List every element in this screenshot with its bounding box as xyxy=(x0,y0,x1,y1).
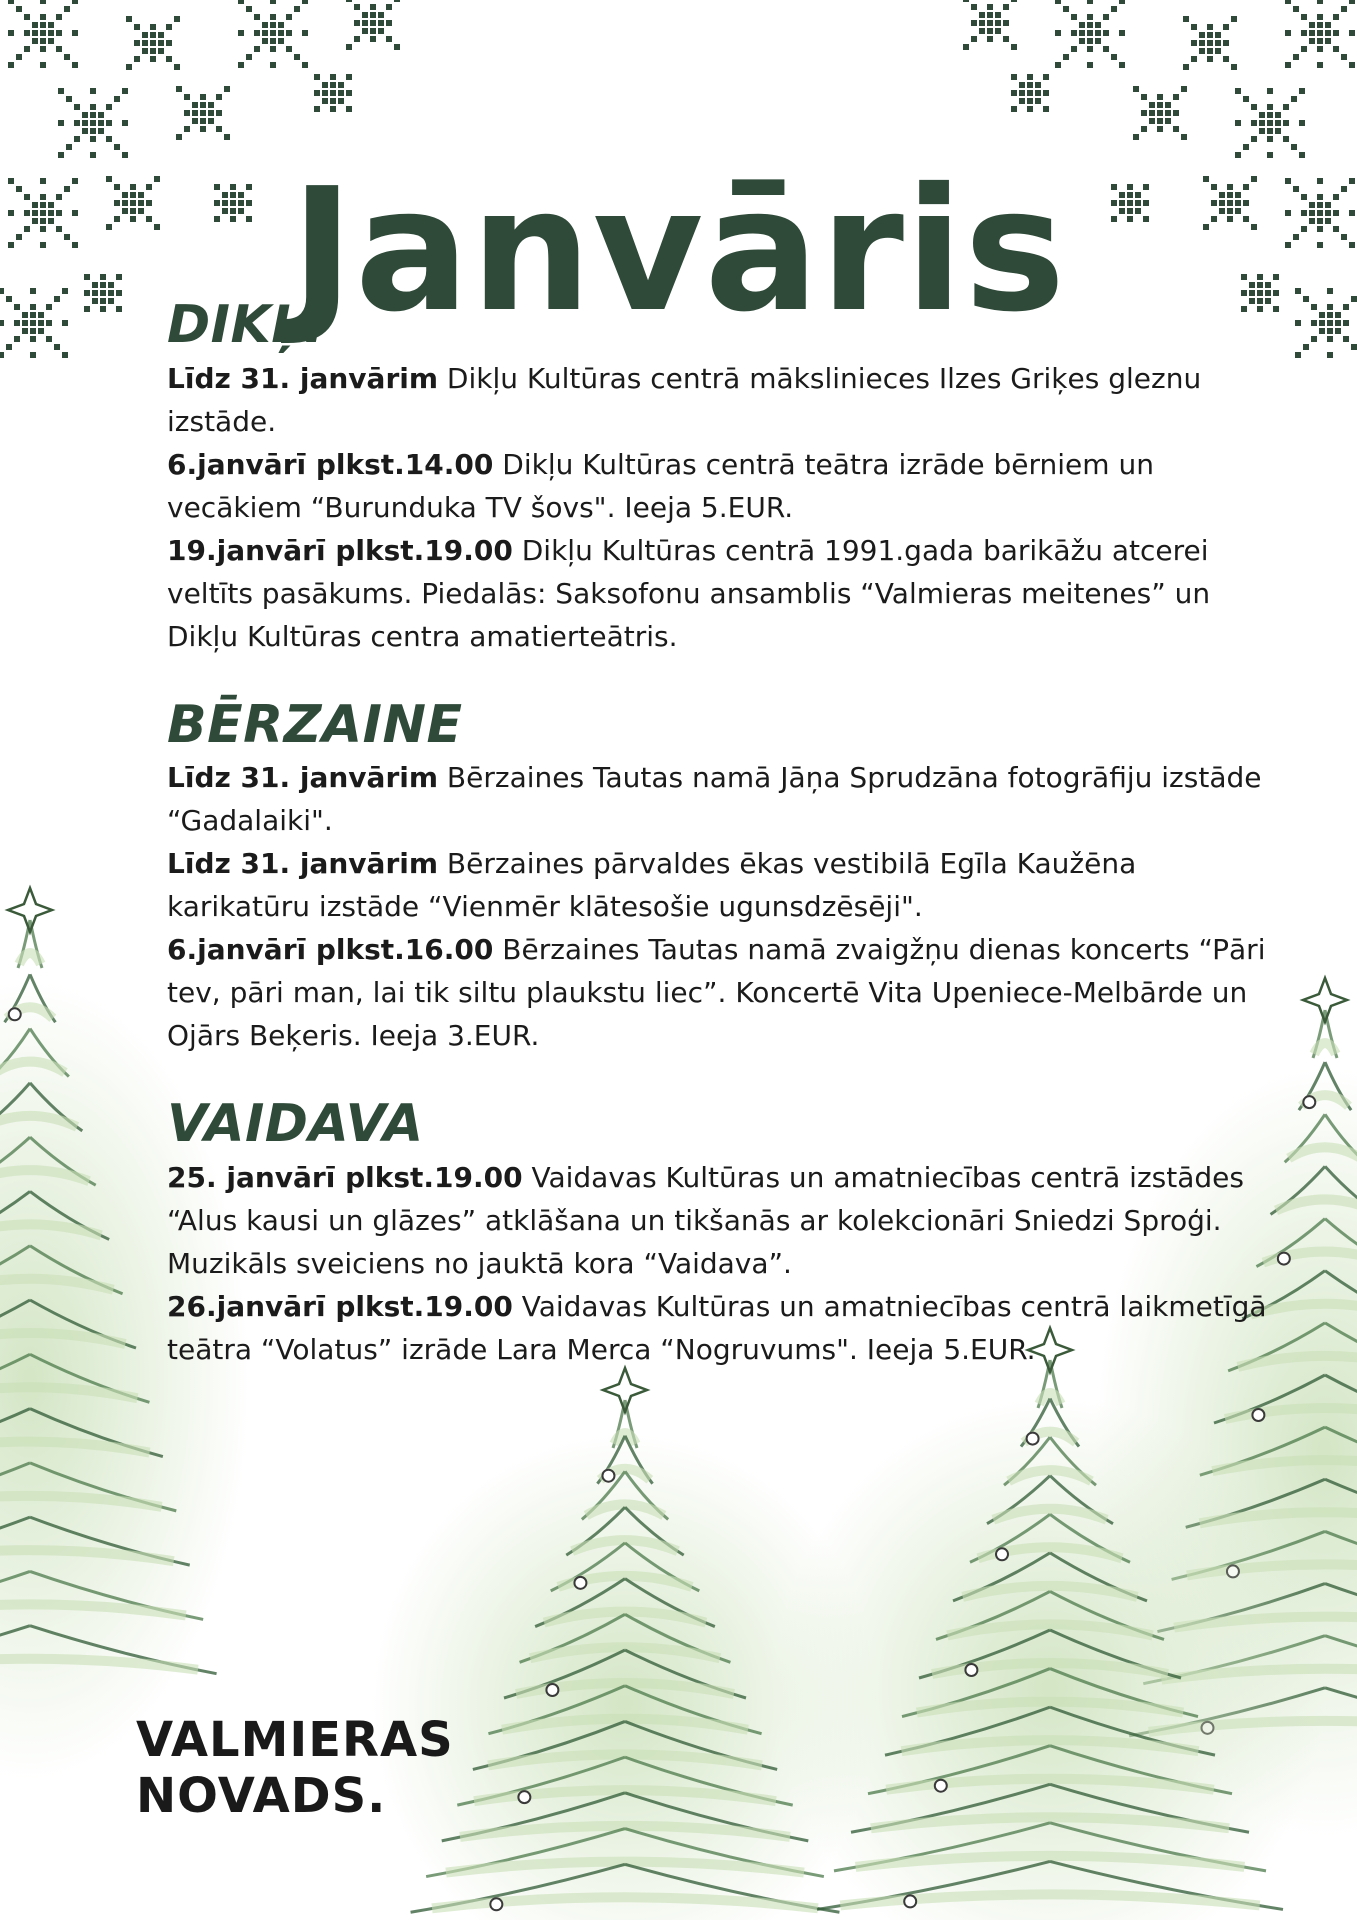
event-text: Vaidavas Kultūras un amatniecības centrā laikmetīgā teātra “Volatus” izrāde Lara Merca “Nogruvums". Ieeja 5.EUR. xyxy=(167,1289,1267,1366)
event-date: Līdz 31. janvārim xyxy=(167,847,439,881)
event-date: Līdz 31. janvārim xyxy=(167,761,439,795)
event-date: Līdz 31. janvārim xyxy=(167,361,439,395)
valmieras-novads-logo xyxy=(136,1712,454,1824)
section-dikli xyxy=(167,295,1267,658)
section-heading: VAIDAVA xyxy=(167,1094,424,1155)
event-item xyxy=(167,1156,1267,1285)
event-text: Dikļu Kultūras centrā teātra izrāde bērniem un vecākiem “Burunduka TV šovs". Ieeja 5.EUR. xyxy=(167,447,1154,524)
event-text: Bērzaines Tautas namā Jāņa Sprudzāna fotogrāfiju izstāde “Gadalaiki". xyxy=(167,761,1262,838)
event-text: Dikļu Kultūras centrā 1991.gada barikāžu atcerei veltīts pasākums. Piedalās: Saksofonu ansamblis “Valmieras meitenes” un Dikļu Kultūras centra amatierteātris. xyxy=(167,533,1211,653)
event-text: Bērzaines Tautas namā zvaigžņu dienas koncerts “Pāri tev, pāri man, lai tik siltu plaukstu liec”. Koncertē Vita Upeniece-Melbārde un Ojārs Beķeris. Ieeja 3.EUR. xyxy=(167,933,1266,1053)
logo-line-1: VALMIERAS xyxy=(136,1712,454,1768)
logo-line-2: NOVADS. xyxy=(136,1768,387,1824)
events-content xyxy=(167,295,1267,1411)
event-item xyxy=(167,756,1267,842)
event-item xyxy=(167,928,1267,1057)
event-date: 6.janvārī plkst.14.00 xyxy=(167,447,494,481)
section-heading: BĒRZAINE xyxy=(167,694,463,755)
event-date: 26.janvārī plkst.19.00 xyxy=(167,1289,513,1323)
section-vaidava xyxy=(167,1094,1267,1371)
event-item xyxy=(167,842,1267,928)
event-text: Vaidavas Kultūras un amatniecības centrā izstādes “Alus kausi un glāzes” atklāšana un tikšanās ar kolekcionāri Sniedzi Sproģi. Muzikāls sveiciens no jauktā kora “Vaidava”. xyxy=(167,1160,1244,1280)
event-item xyxy=(167,443,1267,529)
event-date: 6.janvārī plkst.16.00 xyxy=(167,933,494,967)
event-text: Bērzaines pārvaldes ēkas vestibilā Egīla Kaužēna karikatūru izstāde “Vienmēr klātesošie ugunsdzēsēji". xyxy=(167,847,1137,924)
event-date: 19.janvārī plkst.19.00 xyxy=(167,533,513,567)
event-item xyxy=(167,1285,1267,1371)
event-date: 25. janvārī plkst.19.00 xyxy=(167,1160,523,1194)
section-heading: DIKĻI xyxy=(167,295,325,355)
section-berzaine xyxy=(167,694,1267,1058)
event-text: Dikļu Kultūras centrā mākslinieces Ilzes Griķes gleznu izstāde. xyxy=(167,361,1202,438)
page-title: Janvāris xyxy=(290,151,1067,350)
event-item xyxy=(167,357,1267,443)
event-item xyxy=(167,529,1267,658)
